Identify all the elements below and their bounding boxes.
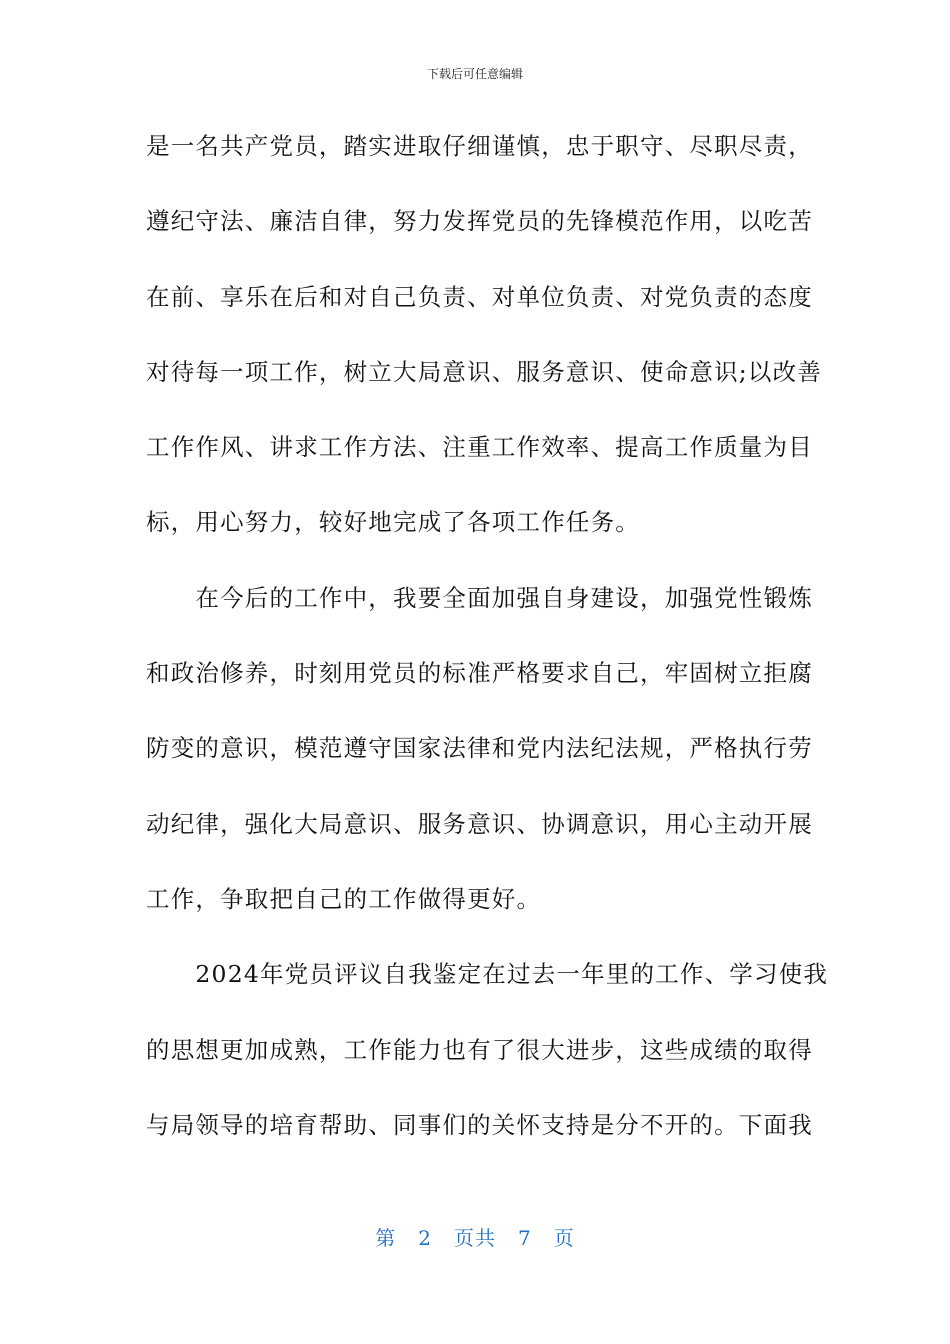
footer-suffix: 页 (553, 1226, 575, 1250)
text-line: 遵纪守法、廉洁自律，努力发挥党员的先锋模范作用，以吃苦 (146, 207, 813, 236)
text-line: 工作作风、讲求工作方法、注重工作效率、提高工作质量为目 (146, 433, 813, 462)
text-line: 防变的意识，模范遵守国家法律和党内法纪法规，严格执行劳 (146, 734, 813, 763)
text-line: 和政治修养，时刻用党员的标准严格要求自己，牢固树立拒腐 (146, 659, 813, 688)
footer-prefix: 第 (375, 1226, 397, 1250)
current-page-number: 2 (418, 1226, 432, 1250)
text-line: 对待每一项工作，树立大局意识、服务意识、使命意识;以改善 (146, 357, 823, 386)
text-line: 的思想更加成熟，工作能力也有了很大进步，这些成绩的取得 (146, 1035, 813, 1064)
text-line: 与局领导的培育帮助、同事们的关怀支持是分不开的。下面我 (146, 1110, 813, 1139)
text-line: 标，用心努力，较好地完成了各项工作任务。 (146, 508, 640, 537)
page-number-footer (0, 1225, 950, 1251)
total-page-number: 7 (518, 1226, 532, 1250)
text-line: 2024年党员评议自我鉴定在过去一年里的工作、学习使我 (146, 960, 829, 989)
document-body (146, 123, 829, 1177)
page-header: 下载后可任意编辑 (426, 67, 523, 81)
text-line: 是一名共产党员，踏实进取仔细谨慎，忠于职守、尽职尽责， (146, 132, 813, 160)
text-line: 在前、享乐在后和对自己负责、对单位负责、对党负责的态度 (146, 282, 813, 311)
text-line: 工作，争取把自己的工作做得更好。 (146, 884, 542, 913)
footer-middle: 页共 (454, 1226, 496, 1250)
text-line: 动纪律，强化大局意识、服务意识、协调意识，用心主动开展 (146, 809, 813, 838)
text-line: 在今后的工作中，我要全面加强自身建设，加强党性锻炼 (146, 583, 813, 612)
